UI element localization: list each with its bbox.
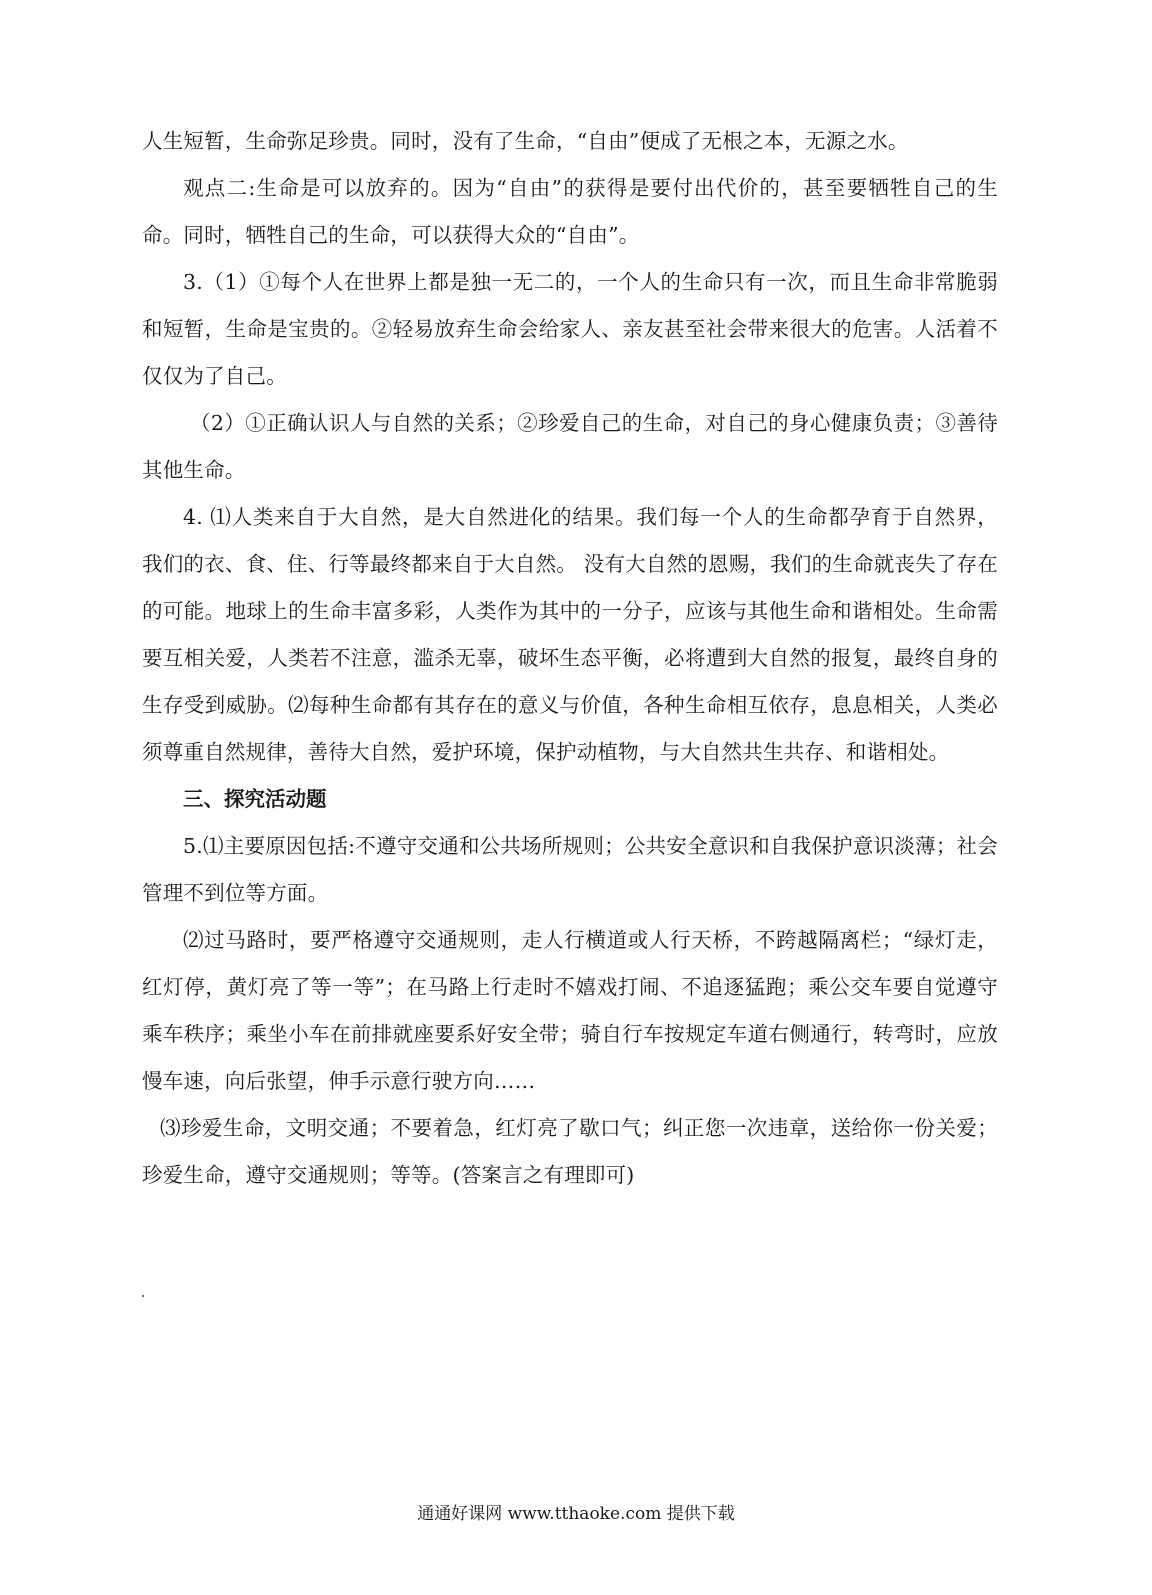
paragraph-viewpoint-two: 观点二:生命是可以放弃的。因为“自由”的获得是要付出代价的，甚至要牺牲自己的生命。同时，牺牲自己的生命，可以获得大众的“自由”。: [142, 176, 998, 247]
document-body: [142, 118, 998, 1199]
stray-mark: [142, 1295, 144, 1297]
paragraph-answer-5-2: ⑵过马路时，要严格遵守交通规则，走人行横道或人行天桥，不跨越隔离栏；“绿灯走，红灯停，黄灯亮了等一等”；在马路上行走时不嬉戏打闹、不追逐猛跑；乘公交车要自觉遵守乘车秩序；乘坐小车在前排就座要系好安全带；骑自行车按规定车道右侧通行，转弯时，应放慢车速，向后张望，伸手示意行驶方向……: [142, 928, 998, 1093]
paragraph-continuation: 人生短暂，生命弥足珍贵。同时，没有了生命，“自由”便成了无根之本，无源之水。: [142, 129, 909, 153]
paragraph-answer-3-1: 3.（1）①每个人在世界上都是独一无二的，一个人的生命只有一次，而且生命非常脆弱和短暂，生命是宝贵的。②轻易放弃生命会给家人、亲友甚至社会带来很大的危害。人活着不仅仅为了自己。: [142, 270, 998, 388]
paragraph-answer-4: 4. ⑴人类来自于大自然，是大自然进化的结果。我们每一个人的生命都孕育于自然界， 我们的衣、食、住、行等最终都来自于大自然。 没有大自然的恩赐，我们的生命就丧失了存在的可能。地球上的生命丰富多彩，人类作为其中的一分子，应该与其他生命和谐相处。生命需要互相关爱，人类若不注意，滥杀无辜，破坏生态平衡，必将遭到大自然的报复，最终自身的生存受到威胁。⑵每种生命都有其存在的意义与价值，各种生命相互依存，息息相关，人类必须尊重自然规律，善待大自然，爱护环境，保护动植物，与大自然共生共存、和谐相处。: [142, 505, 998, 764]
paragraph-answer-5-3: ⑶珍爱生命，文明交通；不要着急，红灯亮了歇口气；纠正您一次违章，送给你一份关爱；珍爱生命，遵守交通规则；等等。(答案言之有理即可): [142, 1116, 998, 1187]
paragraph-answer-3-2: （2）①正确认识人与自然的关系；②珍爱自己的生命，对自己的身心健康负责；③善待其他生命。: [142, 411, 998, 482]
page-footer: 通通好课网 www.tthaoke.com 提供下载: [417, 1504, 735, 1524]
paragraph-answer-5-1: 5.⑴主要原因包括:不遵守交通和公共场所规则；公共安全意识和自我保护意识淡薄；社会管理不到位等方面。: [142, 834, 998, 905]
section-heading-inquiry: 三、探究活动题: [183, 787, 327, 811]
